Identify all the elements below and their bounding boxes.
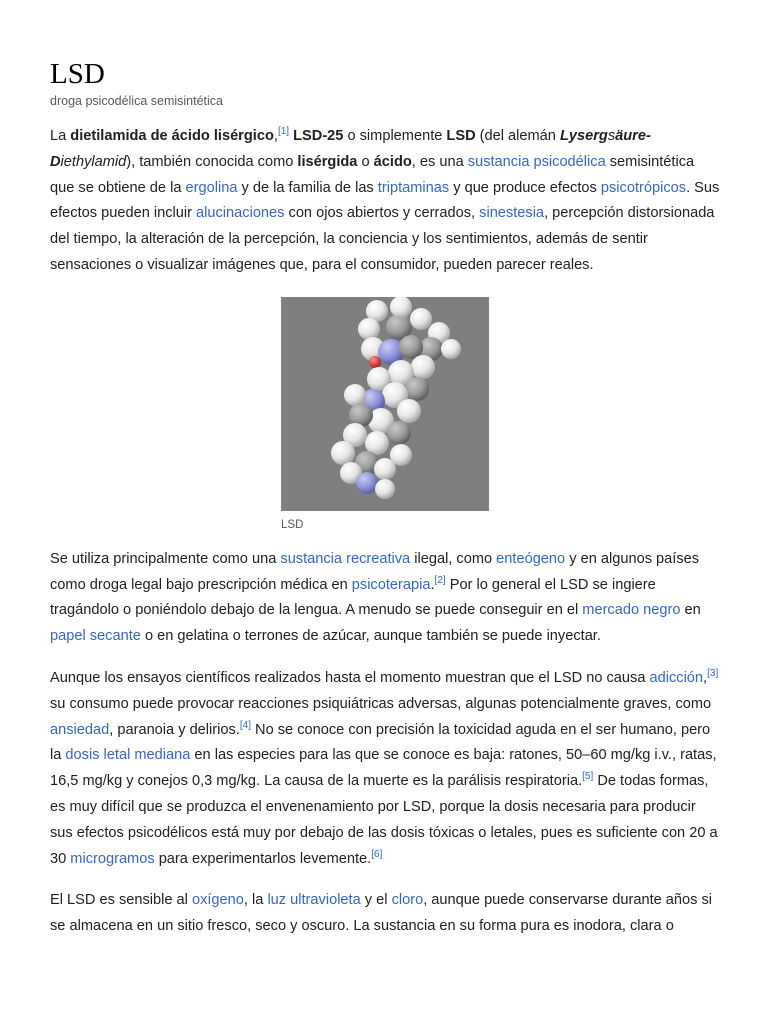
link-microgramos[interactable]: microgramos [70, 850, 155, 867]
page-subtitle: droga psicodélica semisintética [50, 94, 224, 108]
reference-link[interactable]: [2] [434, 574, 446, 586]
bold-term: ácido [373, 153, 412, 170]
page-title: LSD [50, 58, 105, 90]
paragraph-toxicity: Aunque los ensayos científicos realizados hasta el momento muestran que el LSD no causa adicción,[3] su consumo puede provocar reacciones psiquiátricas adversas, algunas potencialmente graves, como ansiedad, paranoia y delirios.[4] No se conoce con precisión la toxicidad aguda en el ser humano, pero la dosis letal mediana en las especies para las que se conoce es baja: ratones, 50–60 mg/kg i.v., ratas, 16,5 mg/kg y conejos 0,3 mg/kg. La causa de la muerte es la parálisis respiratoria.[5] De todas formas, es muy difícil que se produzca el envenenamiento por LSD, porque la dosis necesaria para producir sus efectos psicodélicos está muy por debajo de las dosis tóxicas o letales, pues es suficiente con 20 a 30 microgramos para experimentarlos levemente.[6] [50, 668, 719, 867]
link-psicoterapia[interactable]: psicoterapia [351, 576, 431, 593]
link-dosis-letal-mediana[interactable]: dosis letal mediana [65, 747, 191, 764]
link-sustancia-recreativa[interactable]: sustancia recreativa [280, 550, 411, 567]
bold-term: dietilamida de ácido lisérgico [70, 128, 274, 144]
reference-link[interactable]: [1] [277, 126, 290, 138]
link-enteogeno[interactable]: enteógeno [496, 550, 566, 567]
bold-term: LSD [446, 128, 476, 144]
molecule-image[interactable] [281, 297, 489, 511]
bold-term: lisérgida [297, 153, 358, 170]
paragraph-usage: Se utiliza principalmente como una sustancia recreativa ilegal, como enteógeno y en algunos países como droga legal bajo prescripción médica en psicoterapia.[2] Por lo general el LSD se ingiere tragándolo o poniéndolo debajo de la lengua. A menudo se puede conseguir en el mercado negro en papel secante o en gelatina o terrones de azúcar, aunque también se puede inyectar. [50, 550, 701, 645]
bold-term: LSD-25 [293, 128, 344, 144]
paragraph-intro: La dietilamida de ácido lisérgico,[1] LSD-25 o simplemente LSD (del alemán Lysergsäure-Diethylamid), también conocida como lisérgida o ácido, es una sustancia psicodélica semisintética que se obtiene de la ergolina y de la familia de las triptaminas y que produce efectos psicotrópicos. Sus efectos pueden incluir alucinaciones con ojos abiertos y cerrados, sinestesia, percepción distorsionada del tiempo, la alteración de la percepción, la conciencia y los sentimientos, además de sentir sensaciones o visualizar imágenes que, para el consumidor, pueden parecer reales. [50, 126, 720, 273]
link-ergolina[interactable]: ergolina [185, 179, 238, 196]
link-ansiedad[interactable]: ansiedad [50, 721, 110, 738]
link-oxigeno[interactable]: oxígeno [191, 892, 244, 909]
link-mercado-negro[interactable]: mercado negro [582, 602, 681, 619]
article [50, 56, 722, 956]
figure-caption: LSD [281, 518, 304, 531]
link-alucinaciones[interactable]: alucinaciones [196, 205, 285, 222]
link-luz-ultravioleta[interactable]: luz ultravioleta [267, 892, 361, 909]
link-psicotropicos[interactable]: psicotrópicos [600, 179, 687, 196]
link-adiccion[interactable]: adicción [649, 669, 704, 686]
link-sustancia-psicodelica[interactable]: sustancia psicodélica [467, 153, 606, 170]
reference-link[interactable]: [4] [239, 719, 251, 731]
link-sinestesia[interactable]: sinestesia [479, 205, 545, 222]
link-papel-secante[interactable]: papel secante [50, 628, 141, 645]
link-cloro[interactable]: cloro [391, 892, 424, 909]
figure [50, 297, 722, 533]
reference-link[interactable]: [6] [371, 848, 383, 860]
italic-term: Lysergsäure-Diethylamid [50, 128, 651, 170]
link-triptaminas[interactable]: triptaminas [377, 179, 450, 196]
paragraph-stability: El LSD es sensible al oxígeno, la luz ultravioleta y el cloro, aunque puede conservarse durante años si se almacena en un sitio fresco, seco y oscuro. La sustancia en su forma pura es inodora, clara o [50, 892, 713, 935]
reference-link[interactable]: [5] [582, 771, 594, 783]
reference-link[interactable]: [3] [707, 668, 719, 680]
